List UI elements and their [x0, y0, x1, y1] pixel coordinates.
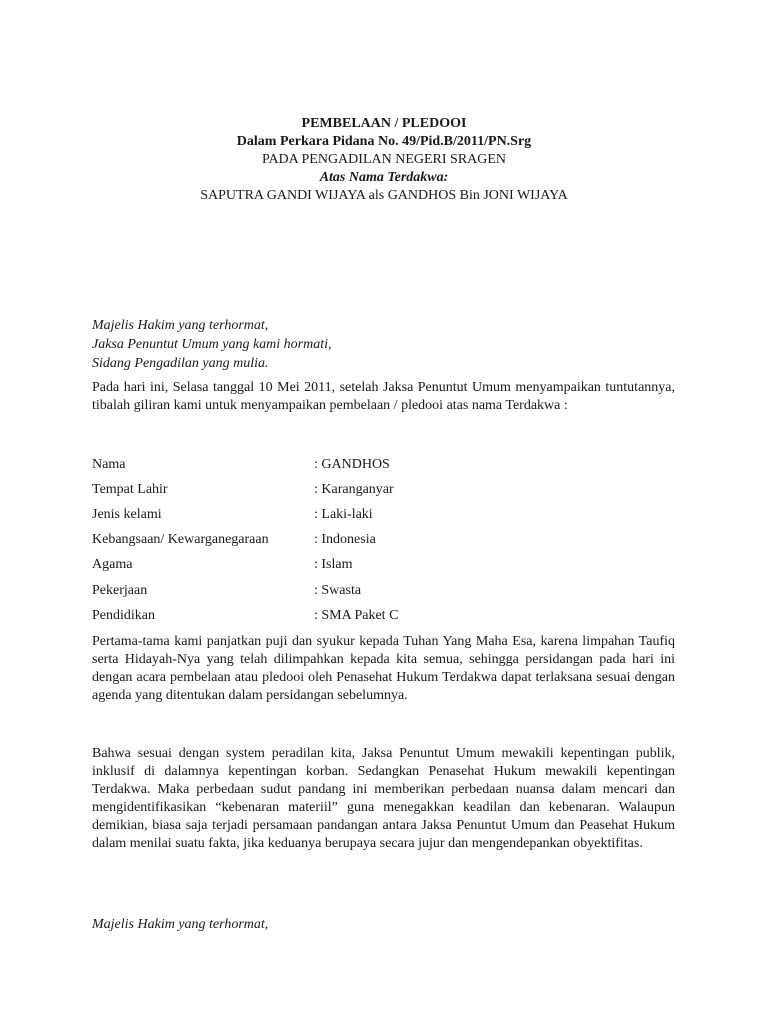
identity-row: [92, 553, 675, 578]
identity-value: : SMA Paket C: [314, 608, 398, 624]
identity-row: [92, 603, 675, 628]
document-title: PEMBELAAN / PLEDOOI: [301, 116, 467, 131]
document-header: [0, 115, 768, 205]
identity-label: Jenis kelami: [92, 506, 162, 522]
salutation-line: Sidang Pengadilan yang mulia.: [92, 356, 269, 371]
court-name: PADA PENGADILAN NEGERI SRAGEN: [261, 152, 507, 167]
identity-label: Pendidikan: [92, 607, 155, 623]
identity-label: Tempat Lahir: [92, 481, 168, 497]
salutation-line: Majelis Hakim yang terhormat,: [92, 318, 269, 333]
identity-row: [92, 477, 675, 502]
identity-row: [92, 452, 675, 477]
case-number: Dalam Perkara Pidana No. 49/Pid.B/2011/PN.Srg: [236, 134, 532, 149]
body-paragraph: Bahwa sesuai dengan system peradilan kita, Jaksa Penuntut Umum mewakili kepentingan publik, inklusif di dalamnya kepentingan korban. Sedangkan Penasehat Hukum mewakili kepentingan Terdakwa. Maka perbedaan sudut pandang ini memberikan perbedaan nuansa dalam mencari dan mengidentifikasikan “kebenaran materiil” guna menegakkan keadilan dan kebenaran. Walaupun demikian, biasa saja terjadi persamaan pandangan antara Jaksa Penuntut Umum dan Peasehat Hukum dalam menilai suatu fakta, jika keduanya berupaya secara jujur dan mengendepankan obyektifitas.: [92, 746, 675, 851]
identity-label: Agama: [92, 557, 133, 573]
identity-value: : Laki-laki: [314, 507, 373, 523]
defendant-heading: Atas Nama Terdakwa:: [319, 170, 449, 185]
opening-salutation: [92, 316, 332, 373]
closing-salutation: Majelis Hakim yang terhormat,: [92, 917, 269, 932]
identity-row: [92, 578, 675, 603]
identity-label: Kebangsaan/ Kewarganegaraan: [92, 532, 269, 548]
identity-value: : Karanganyar: [314, 482, 394, 498]
identity-value: : Swasta: [314, 583, 361, 599]
defendant-identity-table: [92, 452, 675, 628]
intro-paragraph: Pada hari ini, Selasa tanggal 10 Mei 2011, setelah Jaksa Penuntut Umum menyampaikan tuntutannya, tibalah giliran kami untuk menyampaikan pembelaan / pledooi atas nama Terdakwa :: [92, 380, 675, 413]
identity-label: Pekerjaan: [92, 582, 148, 598]
identity-value: : Indonesia: [314, 532, 376, 548]
body-paragraph: Pertama-tama kami panjatkan puji dan syukur kepada Tuhan Yang Maha Esa, karena limpahan Taufiq serta Hidayah-Nya yang telah dilimpahkan kepada kita semua, sehingga persidangan pada hari ini dengan acara pembelaan atau pledooi oleh Penasehat Hukum Terdakwa dapat terlaksana sesuai dengan agenda yang ditentukan dalam persidangan sebelumnya.: [92, 634, 675, 703]
identity-label: Nama: [92, 456, 126, 472]
salutation-line: Jaksa Penuntut Umum yang kami hormati,: [92, 337, 332, 352]
identity-row: [92, 502, 675, 527]
identity-value: : Islam: [314, 557, 353, 573]
defendant-full-name: SAPUTRA GANDI WIJAYA als GANDHOS Bin JONI WIJAYA: [200, 188, 568, 203]
identity-value: : GANDHOS: [314, 457, 390, 473]
identity-row: [92, 528, 675, 553]
